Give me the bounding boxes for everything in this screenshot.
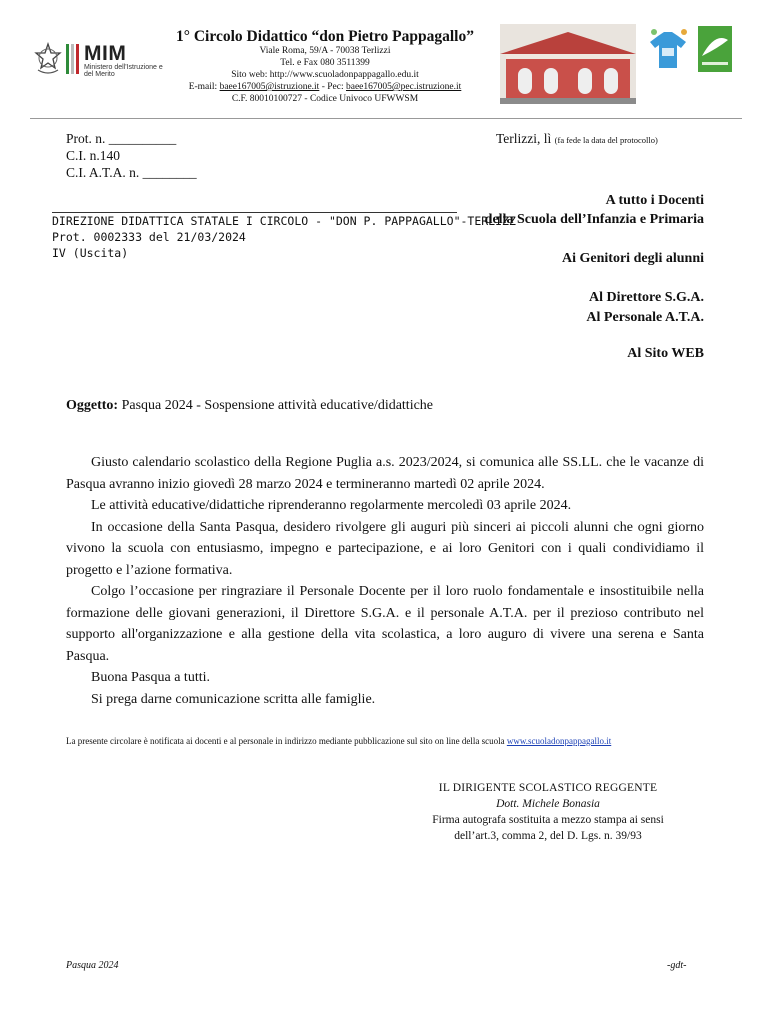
- body-paragraph: Colgo l’occasione per ringraziare il Personale Docente per il loro ruolo fondamentale e insostituibile nella formazione delle giovani generazioni, il Direttore S.G.A. e il personale A.T.A. per il prezioso contributo nel supporto all'organizzazione e alla gestione della vita scolastica, a loro auguro di vivere una serena e Santa Pasqua.: [66, 584, 704, 664]
- circular-number: C.I. n.140: [66, 148, 120, 163]
- school-fiscal-code: C.F. 80010100727 - Codice Univoco UFWWSM: [231, 94, 419, 104]
- school-phone: Tel. e Fax 080 3511399: [280, 58, 370, 68]
- subject-label: Oggetto:: [66, 398, 119, 413]
- republic-emblem-icon: [34, 42, 62, 76]
- school-website: Sito web: http://www.scuoladonpappagallo.edu.it: [231, 70, 419, 80]
- footer-right: -gdt-: [667, 960, 687, 971]
- header-divider: [30, 118, 742, 119]
- recipient-website: Al Sito WEB: [627, 346, 704, 361]
- letter-body: [66, 452, 704, 710]
- pec-link[interactable]: baee167005@pec.istruzione.it: [345, 82, 462, 92]
- recipient-parents: Ai Genitori degli alunni: [562, 251, 704, 266]
- ministry-logo-text: MIM: [84, 42, 127, 65]
- protocol-stamp: [52, 212, 516, 261]
- body-paragraph: Buona Pasqua a tutti.: [91, 670, 210, 685]
- signature-name: Dott. Michele Bonasia: [496, 798, 600, 810]
- body-paragraph: Giusto calendario scolastico della Regione Puglia a.s. 2023/2024, si comunica alle SS.LL. che le vacanze di Pasqua avranno inizio giovedì 28 marzo 2024 e termineranno martedì 02 aprile 2024.: [66, 455, 704, 492]
- place-date: [496, 131, 658, 147]
- stamp-line-3: IV (Uscita): [52, 246, 129, 260]
- school-title: 1° Circolo Didattico “don Pietro Pappagallo”: [176, 28, 474, 45]
- ata-circular-number: C.I. A.T.A. n. ________: [66, 165, 197, 180]
- place-text: Terlizzi, lì: [496, 131, 555, 146]
- note-text: La presente circolare è notificata ai docenti e al personale in indirizzo mediante pubblicazione sul sito on line della scuola: [66, 736, 507, 746]
- signature-note-2: dell’art.3, comma 2, del D. Lgs. n. 39/93: [454, 830, 642, 842]
- publication-note: [66, 736, 611, 746]
- place-note: (fa fede la data del protocollo): [554, 135, 658, 145]
- recipient-school: della Scuola dell’Infanzia e Primaria: [484, 212, 704, 227]
- signature-note-1: Firma autografa sostituita a mezzo stampa ai sensi: [432, 814, 664, 826]
- recipient-director: Al Direttore S.G.A.: [589, 290, 704, 305]
- email-prefix: E-mail:: [188, 82, 220, 92]
- tshirt-logo-icon: [644, 26, 692, 72]
- protocol-number: Prot. n. __________: [66, 131, 177, 146]
- school-building-photo: [500, 24, 636, 104]
- pec-prefix: - Pec:: [319, 82, 346, 92]
- signature-role: IL DIRIGENTE SCOLASTICO REGGENTE: [438, 782, 658, 794]
- ministry-logo-subtitle: Ministero dell'Istruzione e del Merito: [84, 64, 163, 78]
- school-address: Viale Roma, 59/A - 70038 Terlizzi: [259, 46, 391, 56]
- stamp-line-1: DIREZIONE DIDATTICA STATALE I CIRCOLO - "DON P. PAPPAGALLO"-TERLIZZ: [52, 214, 516, 228]
- green-school-logo-icon: [698, 26, 732, 72]
- footer-left: Pasqua 2024: [66, 960, 119, 971]
- body-paragraph: In occasione della Santa Pasqua, desidero rivolgere gli auguri più sinceri ai piccoli alunni che ogni giorno vivono la scuola con entusiasmo, impegno e partecipazione, e ai loro Genitori con i quali condividiamo il progetto e l’azione formativa.: [66, 519, 704, 578]
- subject-text: Pasqua 2024 - Sospensione attività educative/didattiche: [118, 398, 434, 413]
- school-email-line: [160, 82, 490, 94]
- school-website-link[interactable]: www.scuoladonpappagallo.it: [506, 736, 612, 746]
- body-paragraph: Le attività educative/didattiche riprenderanno regolarmente mercoledì 03 aprile 2024.: [91, 498, 572, 513]
- subject-line: [66, 398, 433, 414]
- recipient-ata-staff: Al Personale A.T.A.: [586, 310, 704, 325]
- body-paragraph: Si prega darne comunicazione scritta alle famiglie.: [91, 691, 376, 707]
- stamp-line-2: Prot. 0002333 del 21/03/2024: [52, 230, 246, 244]
- italian-flag-bars-icon: [66, 44, 80, 74]
- email-link[interactable]: baee167005@istruzione.it: [219, 82, 320, 92]
- recipient-teachers: A tutto i Docenti: [605, 193, 704, 208]
